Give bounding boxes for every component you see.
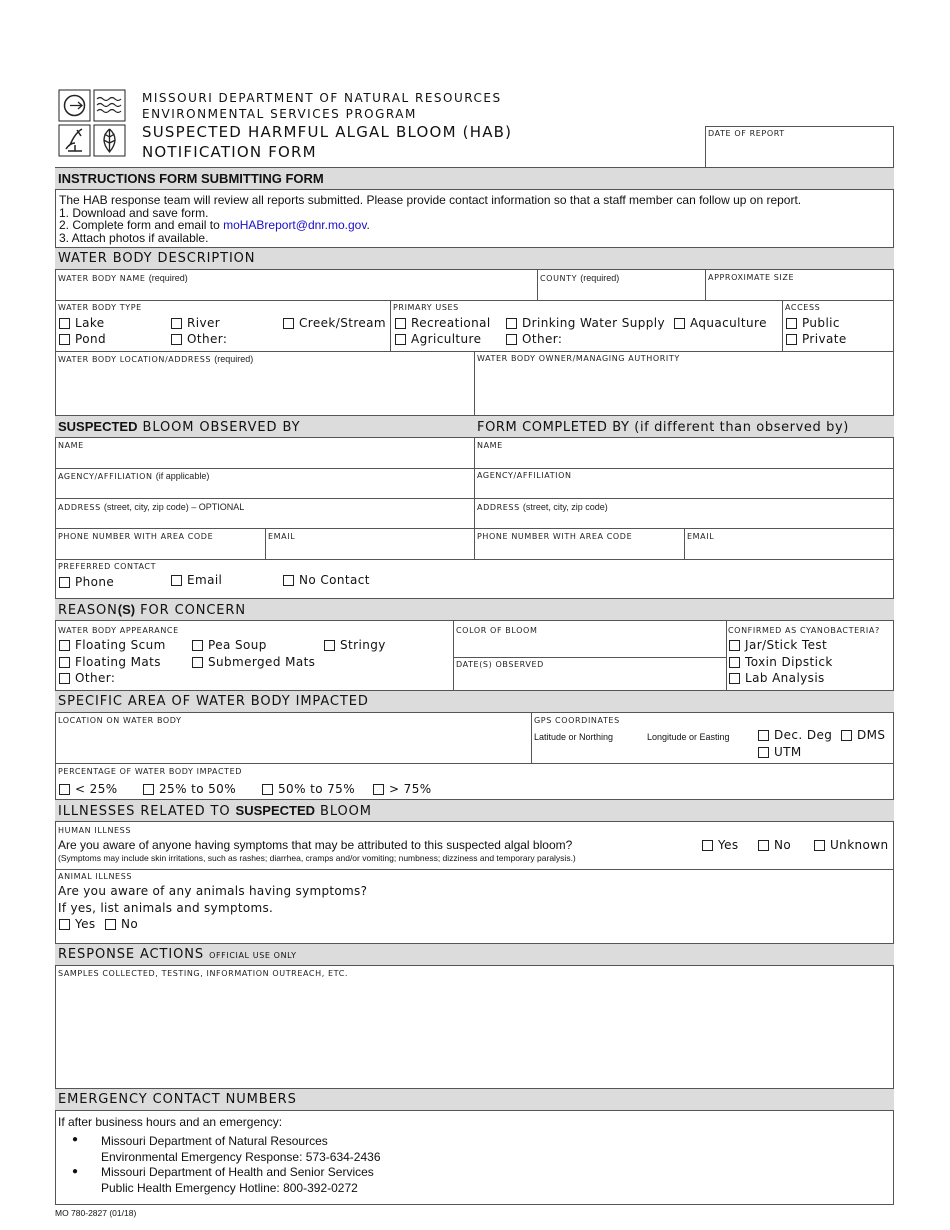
agency-name: MISSOURI DEPARTMENT OF NATURAL RESOURCES — [142, 91, 502, 105]
animal-illness-label: ANIMAL ILLNESS — [58, 872, 133, 881]
dnr-contact-number: Environmental Emergency Response: 573-634-2436 — [101, 1150, 381, 1164]
water-body-heading: WATER BODY DESCRIPTION — [58, 251, 256, 266]
dhss-contact-name: Missouri Department of Health and Senior Services — [101, 1165, 374, 1179]
human-no-checkbox[interactable]: No — [758, 838, 791, 852]
latitude-label: Latitude or Northing — [534, 732, 614, 742]
water-body-band — [55, 247, 894, 270]
appearance-other-checkbox[interactable]: Other: — [59, 671, 115, 685]
animal-question-2: If yes, list animals and symptoms. — [58, 901, 274, 915]
illness-band — [55, 799, 894, 822]
human-illness-question: Are you aware of anyone having symptoms that may be attributed to this suspected algal bloom? — [58, 838, 573, 852]
observer-email-label: EMAIL — [268, 532, 296, 541]
reasons-heading: REASON(S) FOR CONCERN — [58, 602, 246, 618]
specific-area-band — [55, 690, 894, 713]
gps-dms-checkbox[interactable]: DMS — [841, 728, 885, 742]
county-label: COUNTY (required) — [540, 273, 620, 283]
contact-phone-checkbox[interactable]: Phone — [59, 575, 114, 589]
emergency-heading: EMERGENCY CONTACT NUMBERS — [58, 1092, 297, 1107]
type-lake-checkbox[interactable]: Lake — [59, 316, 105, 330]
use-aquaculture-checkbox[interactable]: Aquaculture — [674, 316, 767, 330]
date-of-report-label: DATE OF REPORT — [708, 129, 785, 138]
confirmed-toxin-dipstick-checkbox[interactable]: Toxin Dipstick — [729, 655, 833, 669]
observer-agency-label: AGENCY/AFFILIATION (if applicable) — [58, 471, 210, 481]
observer-address-label: ADDRESS (street, city, zip code) – OPTIONAL — [58, 502, 245, 512]
observed-by-band — [55, 415, 894, 438]
access-public-checkbox[interactable]: Public — [786, 316, 840, 330]
dhss-contact-number: Public Health Emergency Hotline: 800-392-0272 — [101, 1181, 358, 1195]
completer-email-label: EMAIL — [687, 532, 715, 541]
gps-utm-checkbox[interactable]: UTM — [758, 745, 802, 759]
specific-area-heading: SPECIFIC AREA OF WATER BODY IMPACTED — [58, 694, 369, 709]
observer-name-label: NAME — [58, 441, 84, 450]
pct-25-50-checkbox[interactable]: 25% to 50% — [143, 782, 236, 796]
bullet-2: ● — [72, 1166, 79, 1177]
approximate-size-label: APPROXIMATE SIZE — [708, 273, 795, 282]
dates-observed-label: DATE(S) OBSERVED — [456, 660, 544, 669]
instructions-text: The HAB response team will review all reports submitted. Please provide contact information so that a staff member can follow up on report. — [59, 193, 802, 207]
water-body-type-label: WATER BODY TYPE — [58, 303, 142, 312]
instructions-step1: 1. Download and save form. — [59, 206, 209, 220]
illness-heading: ILLNESSES RELATED TO SUSPECTED BLOOM — [58, 803, 372, 819]
completer-phone-label: PHONE NUMBER WITH AREA CODE — [477, 532, 633, 541]
use-drinking-water-checkbox[interactable]: Drinking Water Supply — [506, 316, 665, 330]
longitude-label: Longitude or Easting — [647, 732, 730, 742]
animal-yes-checkbox[interactable]: Yes — [59, 917, 96, 931]
animal-no-checkbox[interactable]: No — [105, 917, 138, 931]
human-unknown-checkbox[interactable]: Unknown — [814, 838, 889, 852]
instructions-step2: 2. Complete form and email to moHABreport@dnr.mo.gov. — [59, 218, 370, 232]
gps-dec-deg-checkbox[interactable]: Dec. Deg — [758, 728, 832, 742]
form-title: SUSPECTED HARMFUL ALGAL BLOOM (HAB) — [142, 123, 513, 141]
type-other-checkbox[interactable]: Other: — [171, 332, 227, 346]
contact-email-checkbox[interactable]: Email — [171, 573, 222, 587]
use-agriculture-checkbox[interactable]: Agriculture — [395, 332, 481, 346]
program-name: ENVIRONMENTAL SERVICES PROGRAM — [142, 107, 417, 121]
completer-address-label: ADDRESS (street, city, zip code) — [477, 502, 608, 512]
type-pond-checkbox[interactable]: Pond — [59, 332, 106, 346]
response-band — [55, 943, 894, 966]
appearance-floating-mats-checkbox[interactable]: Floating Mats — [59, 655, 161, 669]
pct-50-75-checkbox[interactable]: 50% to 75% — [262, 782, 355, 796]
location-on-water-body-label: LOCATION ON WATER BODY — [58, 716, 182, 725]
preferred-contact-label: PREFERRED CONTACT — [58, 562, 157, 571]
primary-uses-label: PRIMARY USES — [393, 303, 459, 312]
human-yes-checkbox[interactable]: Yes — [702, 838, 739, 852]
owner-authority-label: WATER BODY OWNER/MANAGING AUTHORITY — [477, 354, 680, 363]
dnr-contact-name: Missouri Department of Natural Resources — [101, 1134, 328, 1148]
instructions-step3: 3. Attach photos if available. — [59, 231, 209, 245]
completer-name-label: NAME — [477, 441, 503, 450]
instructions-band — [55, 167, 894, 190]
bullet-1: ● — [72, 1134, 79, 1145]
response-heading: RESPONSE ACTIONS OFFICIAL USE ONLY — [58, 947, 297, 962]
contact-none-checkbox[interactable]: No Contact — [283, 573, 370, 587]
completed-by-heading: FORM COMPLETED BY (if different than observed by) — [477, 420, 849, 435]
emergency-intro: If after business hours and an emergency: — [58, 1115, 283, 1129]
access-private-checkbox[interactable]: Private — [786, 332, 847, 346]
appearance-pea-soup-checkbox[interactable]: Pea Soup — [192, 638, 267, 652]
form-number: MO 780-2827 (01/18) — [55, 1208, 137, 1218]
color-of-bloom-label: COLOR OF BLOOM — [456, 626, 538, 635]
human-illness-label: HUMAN ILLNESS — [58, 826, 132, 835]
pct-under-25-checkbox[interactable]: < 25% — [59, 782, 118, 796]
use-other-checkbox[interactable]: Other: — [506, 332, 562, 346]
observed-by-heading: SUSPECTED BLOOM OBSERVED BY — [58, 419, 301, 435]
form-subtitle: NOTIFICATION FORM — [142, 143, 317, 161]
water-body-name-label: WATER BODY NAME (required) — [58, 273, 188, 283]
appearance-submerged-mats-checkbox[interactable]: Submerged Mats — [192, 655, 315, 669]
samples-label: SAMPLES COLLECTED, TESTING, INFORMATION OUTREACH, ETC. — [58, 969, 349, 978]
appearance-floating-scum-checkbox[interactable]: Floating Scum — [59, 638, 166, 652]
pct-over-75-checkbox[interactable]: > 75% — [373, 782, 432, 796]
use-recreational-checkbox[interactable]: Recreational — [395, 316, 491, 330]
reasons-band — [55, 598, 894, 621]
animal-question-1: Are you aware of any animals having symptoms? — [58, 884, 368, 898]
instructions-heading: INSTRUCTIONS FORM SUBMITTING FORM — [58, 171, 324, 186]
appearance-label: WATER BODY APPEARANCE — [58, 626, 179, 635]
gps-label: GPS COORDINATES — [534, 716, 620, 725]
confirmed-jar-test-checkbox[interactable]: Jar/Stick Test — [729, 638, 827, 652]
observer-phone-label: PHONE NUMBER WITH AREA CODE — [58, 532, 214, 541]
dnr-logo — [58, 89, 126, 157]
percentage-impacted-label: PERCENTAGE OF WATER BODY IMPACTED — [58, 767, 243, 776]
human-illness-note: (Symptoms may include skin irritations, such as rashes; diarrhea, cramps and/or vomiting; numbness; dizziness and temporary paralysis.) — [58, 853, 576, 863]
confirmed-cyanobacteria-label: CONFIRMED AS CYANOBACTERIA? — [728, 626, 880, 635]
location-address-label: WATER BODY LOCATION/ADDRESS (required) — [58, 354, 254, 364]
access-label: ACCESS — [785, 303, 821, 312]
emergency-band — [55, 1088, 894, 1111]
appearance-stringy-checkbox[interactable]: Stringy — [324, 638, 386, 652]
report-email-link[interactable]: moHABreport@dnr.mo.gov — [223, 218, 367, 232]
confirmed-lab-analysis-checkbox[interactable]: Lab Analysis — [729, 671, 825, 685]
type-creek-checkbox[interactable]: Creek/Stream — [283, 316, 386, 330]
type-river-checkbox[interactable]: River — [171, 316, 220, 330]
completer-agency-label: AGENCY/AFFILIATION — [477, 471, 572, 480]
